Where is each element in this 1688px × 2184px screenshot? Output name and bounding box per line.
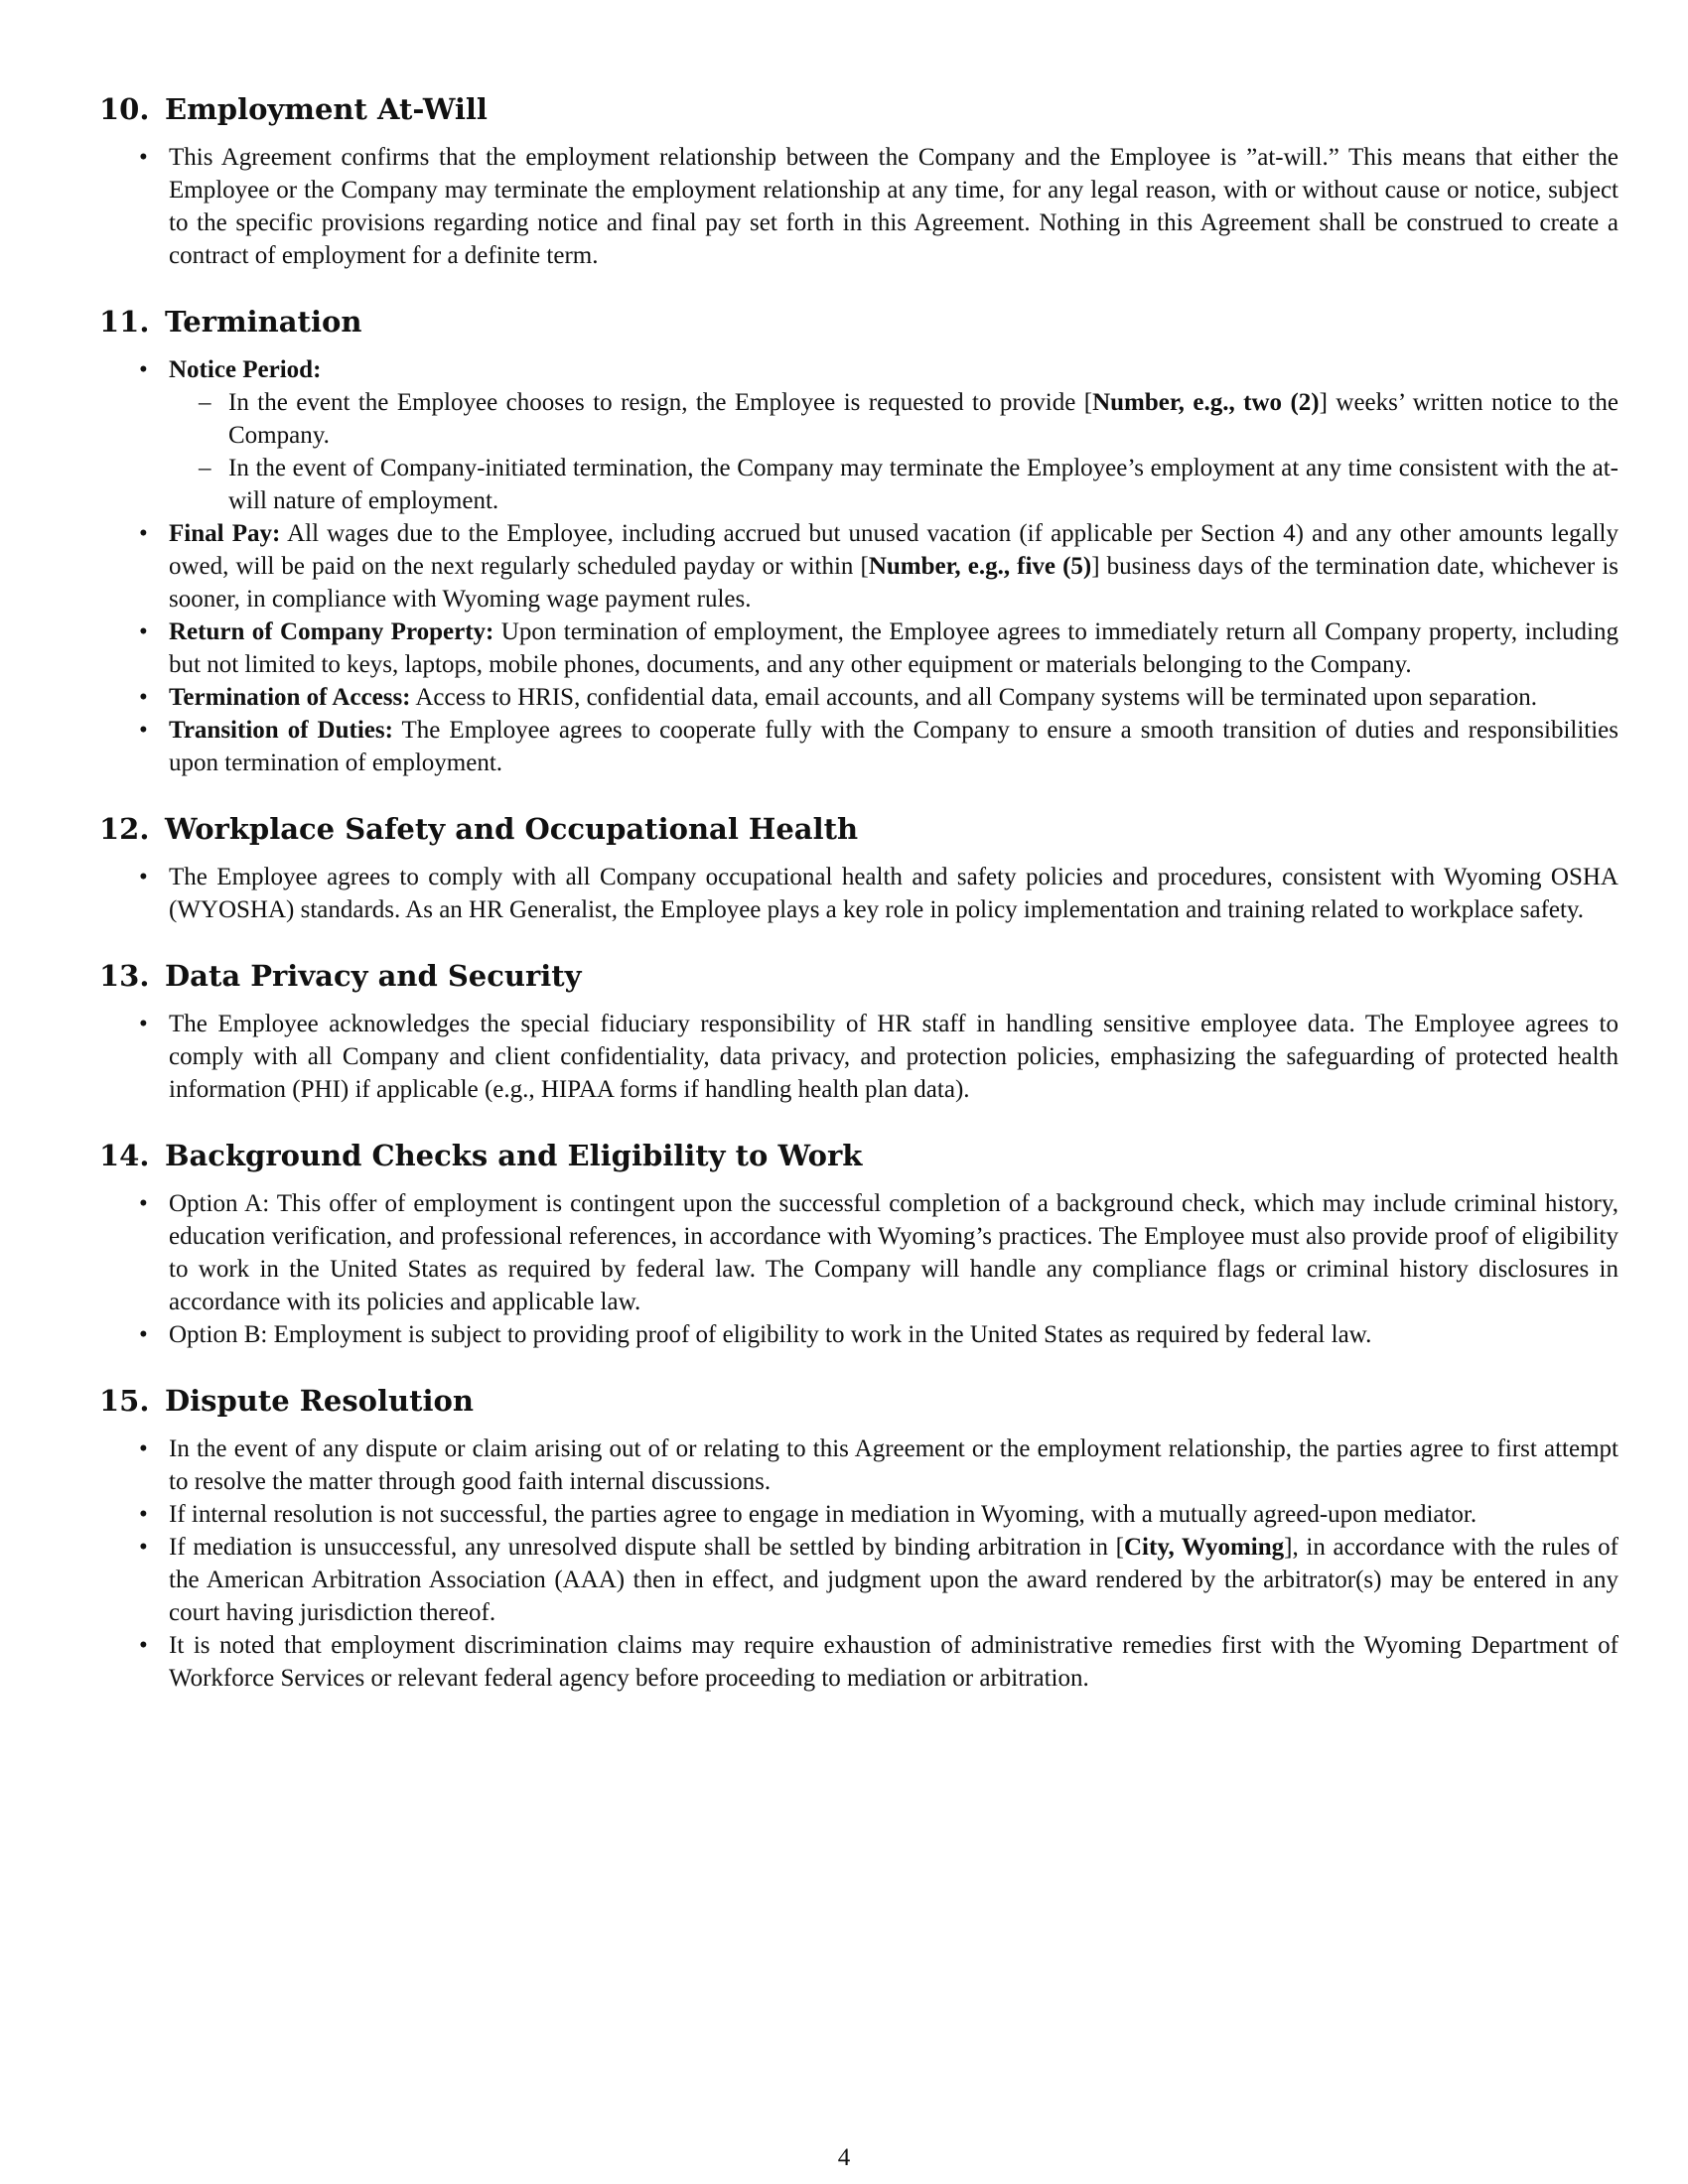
list-item-termination-access xyxy=(99,681,1618,714)
text-run: ] business days of the termination date, whichever is sooner, in compliance with Wyoming wage payment rules. xyxy=(169,553,1619,613)
text-run: All wages due to the Employee, including accrued but unused vacation (if applicable per Section 4) and any other amounts legally owed, will be paid on the next regularly scheduled payday or within [ xyxy=(169,520,1618,580)
placeholder-field: Number, e.g., five (5) xyxy=(868,553,1092,580)
list-item-final-pay xyxy=(99,517,1618,615)
section-workplace-safety xyxy=(99,809,1618,926)
item-label: Termination of Access: xyxy=(169,684,411,711)
document-page xyxy=(99,89,1619,1724)
list-item: • In the event of any dispute or claim arising out of or relating to this Agreement or the employment relationship, the parties agree to first attempt to resolve the matter through good faith internal discussions. xyxy=(99,1433,1618,1498)
section-heading xyxy=(99,1136,1589,1175)
text-run: If mediation is unsuccessful, any unresolved dispute shall be settled by binding arbitration in [ xyxy=(169,1534,1124,1561)
list-item: • It is noted that employment discrimination claims may require exhaustion of administrative remedies first with the Wyoming Department of Workforce Services or relevant federal agency before proceeding to mediation or arbitration. xyxy=(99,1629,1618,1695)
section-dispute-resolution xyxy=(99,1381,1619,1695)
list-item: • This Agreement confirms that the employment relationship between the Company and the Employee is ”at-will.” This means that either the Employee or the Company may terminate the employment relationship at any time, for any legal reason, with or without cause or notice, subject to the specific provisions regarding notice and final pay set forth in this Agreement. Nothing in this Agreement shall be construed to create a contract of employment for a definite term. xyxy=(99,141,1618,272)
section-title: Employment At-Will xyxy=(165,92,488,126)
list-item xyxy=(99,1531,1618,1629)
list-item-return-property xyxy=(99,615,1618,681)
bullet-list xyxy=(99,141,1618,272)
text-run: ] weeks’ written notice to the Company. xyxy=(228,389,1619,449)
list-item-option-a: • Option A: This offer of employment is contingent upon the successful completion of a background check, which may include criminal history, education verification, and professional references, in accordance with Wyoming’s practices. The Employee must also provide proof of eligibility to work in the United States as required by federal law. The Company will handle any compliance flags or criminal history disclosures in accordance with its policies and applicable law. xyxy=(99,1187,1618,1318)
bullet-list xyxy=(99,353,1619,779)
section-number: 10. xyxy=(99,92,150,126)
section-termination xyxy=(99,302,1619,779)
list-item: • The Employee agrees to comply with all Company occupational health and safety policies and procedures, consistent with Wyoming OSHA (WYOSHA) standards. As an HR Generalist, the Employee plays a key role in policy implementation and training related to workplace safety. xyxy=(99,861,1618,926)
section-number: 11. xyxy=(99,305,150,339)
section-heading xyxy=(99,956,1589,996)
section-data-privacy xyxy=(99,956,1618,1106)
section-heading xyxy=(99,89,1589,129)
section-title: Data Privacy and Security xyxy=(165,959,582,993)
item-label: Final Pay: xyxy=(169,520,281,547)
section-title: Workplace Safety and Occupational Health xyxy=(165,812,859,846)
list-item: • The Employee acknowledges the special fiduciary responsibility of HR staff in handling sensitive employee data. The Employee agrees to comply with all Company and client confidentiality, data privacy, and protection policies, emphasizing the safeguarding of protected health information (PHI) if applicable (e.g., HIPAA forms if handling health plan data). xyxy=(99,1008,1618,1106)
section-number: 12. xyxy=(99,812,150,846)
list-item-transition-duties xyxy=(99,714,1618,779)
placeholder-field: Number, e.g., two (2) xyxy=(1092,389,1320,416)
section-number: 15. xyxy=(99,1384,150,1418)
sub-list-item: – In the event of Company-initiated termination, the Company may terminate the Employee’s employment at any time consistent with the at-will nature of employment. xyxy=(169,452,1618,517)
text-run: In the event the Employee chooses to resign, the Employee is requested to provide [ xyxy=(228,389,1093,416)
item-label: Notice Period: xyxy=(169,356,322,383)
sub-list-item xyxy=(169,386,1618,452)
bullet-list xyxy=(99,1433,1619,1695)
bullet-list xyxy=(99,1187,1618,1351)
section-background-checks xyxy=(99,1136,1618,1351)
list-item-option-b: • Option B: Employment is subject to providing proof of eligibility to work in the United States as required by federal law. xyxy=(99,1318,1618,1351)
sub-list xyxy=(169,386,1618,517)
section-heading xyxy=(99,302,1589,341)
text-run: The Employee agrees to cooperate fully with the Company to ensure a smooth transition of duties and responsibilities upon termination of employment. xyxy=(169,717,1618,776)
item-label: Return of Company Property: xyxy=(169,618,494,645)
bullet-list xyxy=(99,1008,1618,1106)
page-number: 4 xyxy=(837,2144,851,2171)
text-run: Access to HRIS, confidential data, email accounts, and all Company systems will be terminated upon separation. xyxy=(415,684,1537,711)
section-number: 13. xyxy=(99,959,150,993)
text-run: ], in accordance with the rules of the American Arbitration Association (AAA) then in effect, and judgment upon the award rendered by the arbitrator(s) may be entered in any court having jurisdiction thereof. xyxy=(169,1534,1619,1626)
section-number: 14. xyxy=(99,1139,150,1172)
section-heading xyxy=(99,1381,1589,1421)
placeholder-field: City, Wyoming xyxy=(1124,1534,1285,1561)
section-title: Dispute Resolution xyxy=(165,1384,474,1418)
section-heading xyxy=(99,809,1589,849)
section-title: Termination xyxy=(165,305,362,339)
bullet-list xyxy=(99,861,1618,926)
list-item: • If internal resolution is not successful, the parties agree to engage in mediation in Wyoming, with a mutually agreed-upon mediator. xyxy=(99,1498,1618,1531)
list-item-notice-period xyxy=(99,353,1618,517)
section-employment-at-will xyxy=(99,89,1618,272)
section-title: Background Checks and Eligibility to Work xyxy=(165,1139,863,1172)
item-label: Transition of Duties: xyxy=(169,717,393,744)
text-run: Upon termination of employment, the Employee agrees to immediately return all Company property, including but not limited to keys, laptops, mobile phones, documents, and any other equipment or materials belonging to the Company. xyxy=(169,618,1618,678)
